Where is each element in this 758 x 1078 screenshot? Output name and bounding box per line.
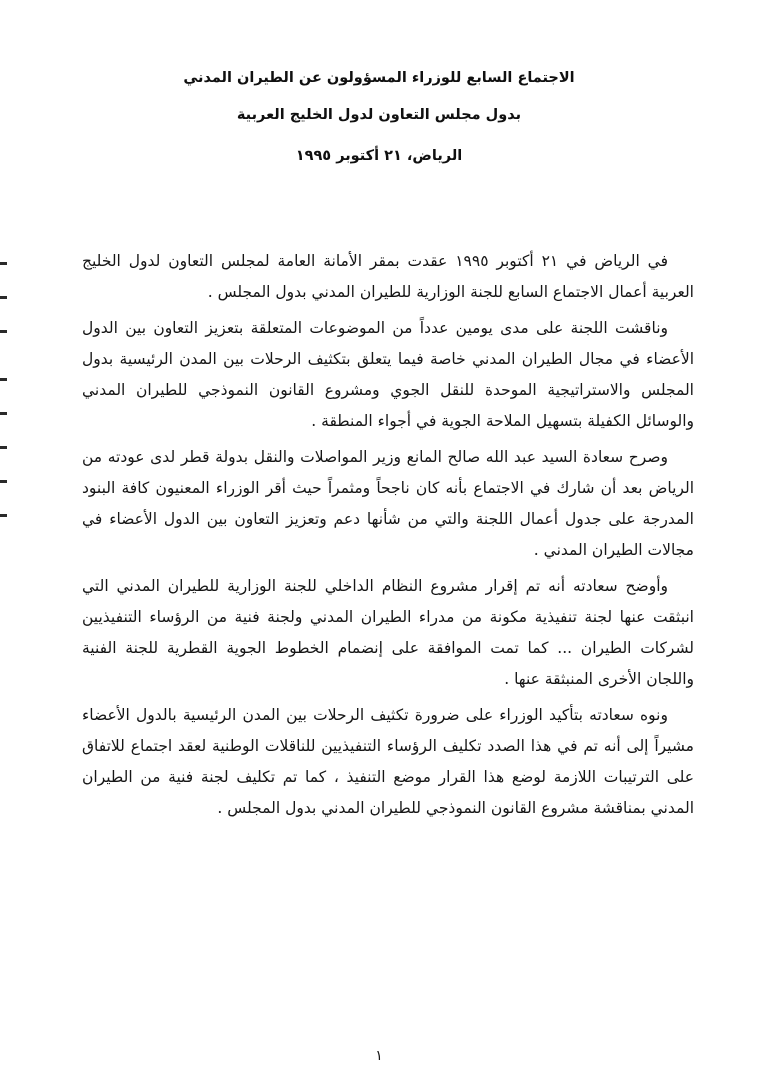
document-title-line2: بدول مجلس التعاون لدول الخليج العربية (236, 107, 522, 123)
document-body (82, 246, 694, 829)
scan-artifact-mark (0, 514, 7, 517)
paragraph-4: وأوضح سعادته أنه تم إقرار مشروع النظام الداخلي للجنة الوزارية للطيران المدني التي انبثقت عنها لجنة تنفيذية مكونة من مدراء الطيران المدني ولجنة فنية من الرؤساء التنفيذيين لشركات الطيران ... كما تمت الموافقة على إنضمام الخطوط الجوية القطرية للجنة الفنية واللجان الأخرى المنبثقة عنها . (82, 577, 694, 688)
scan-artifact-mark (0, 296, 7, 299)
scan-artifact-mark (0, 480, 7, 483)
paragraph-3: وصرح سعادة السيد عبد الله صالح المانع وزير المواصلات والنقل بدولة قطر لدى عودته من الرياض بعد أن شارك في الاجتماع بأنه كان ناجحاً ومثمراً حيث أقر الوزراء المعنيون كافة البنود المدرجة على جدول أعمال اللجنة والتي من شأنها دعم وتعزيز التعاون بين الدول الأعضاء في مجالات الطيران المدني . (82, 448, 694, 559)
page-number: ١ (375, 1048, 383, 1064)
paragraph-5: ونوه سعادته بتأكيد الوزراء على ضرورة تكثيف الرحلات بين المدن الرئيسية بالدول الأعضاء مشيراً إلى أنه تم في هذا الصدد تكليف الرؤساء التنفيذيين للناقلات الوطنية لعقد اجتماع للاتفاق على الترتيبات اللازمة لوضع هذا القرار موضع التنفيذ ، كما تم تكليف لجنة فنية من الطيران المدني بمناقشة مشروع القانون النموذجي للطيران المدني بدول المجلس . (82, 706, 694, 817)
document-title-block (0, 60, 758, 134)
document-title-line1: الاجتماع السابع للوزراء المسؤولون عن الطيران المدني (183, 70, 575, 86)
document-date-line: الرياض، ٢١ أكتوبر ١٩٩٥ (295, 148, 463, 164)
scan-artifact-mark (0, 262, 7, 265)
scan-artifact-mark (0, 446, 7, 449)
paragraph-1: في الرياض في ٢١ أكتوبر ١٩٩٥ عقدت بمقر الأمانة العامة لمجلس التعاون لدول الخليج العربية أعمال الاجتماع السابع للجنة الوزارية للطيران المدني بدول المجلس . (82, 252, 694, 301)
scan-artifact-mark (0, 330, 7, 333)
paragraph-2: وناقشت اللجنة على مدى يومين عدداً من الموضوعات المتعلقة بتعزيز التعاون بين الدول الأعضاء في مجال الطيران المدني خاصة فيما يتعلق بتكثيف الرحلات بين المدن الرئيسية بدول المجلس والاستراتيجية الموحدة للنقل الجوي ومشروع القانون النموذجي للطيران المدني والوسائل الكفيلة بتسهيل الملاحة الجوية في أجواء المنطقة . (82, 319, 694, 430)
scan-artifact-mark (0, 378, 7, 381)
scan-artifact-mark (0, 412, 7, 415)
